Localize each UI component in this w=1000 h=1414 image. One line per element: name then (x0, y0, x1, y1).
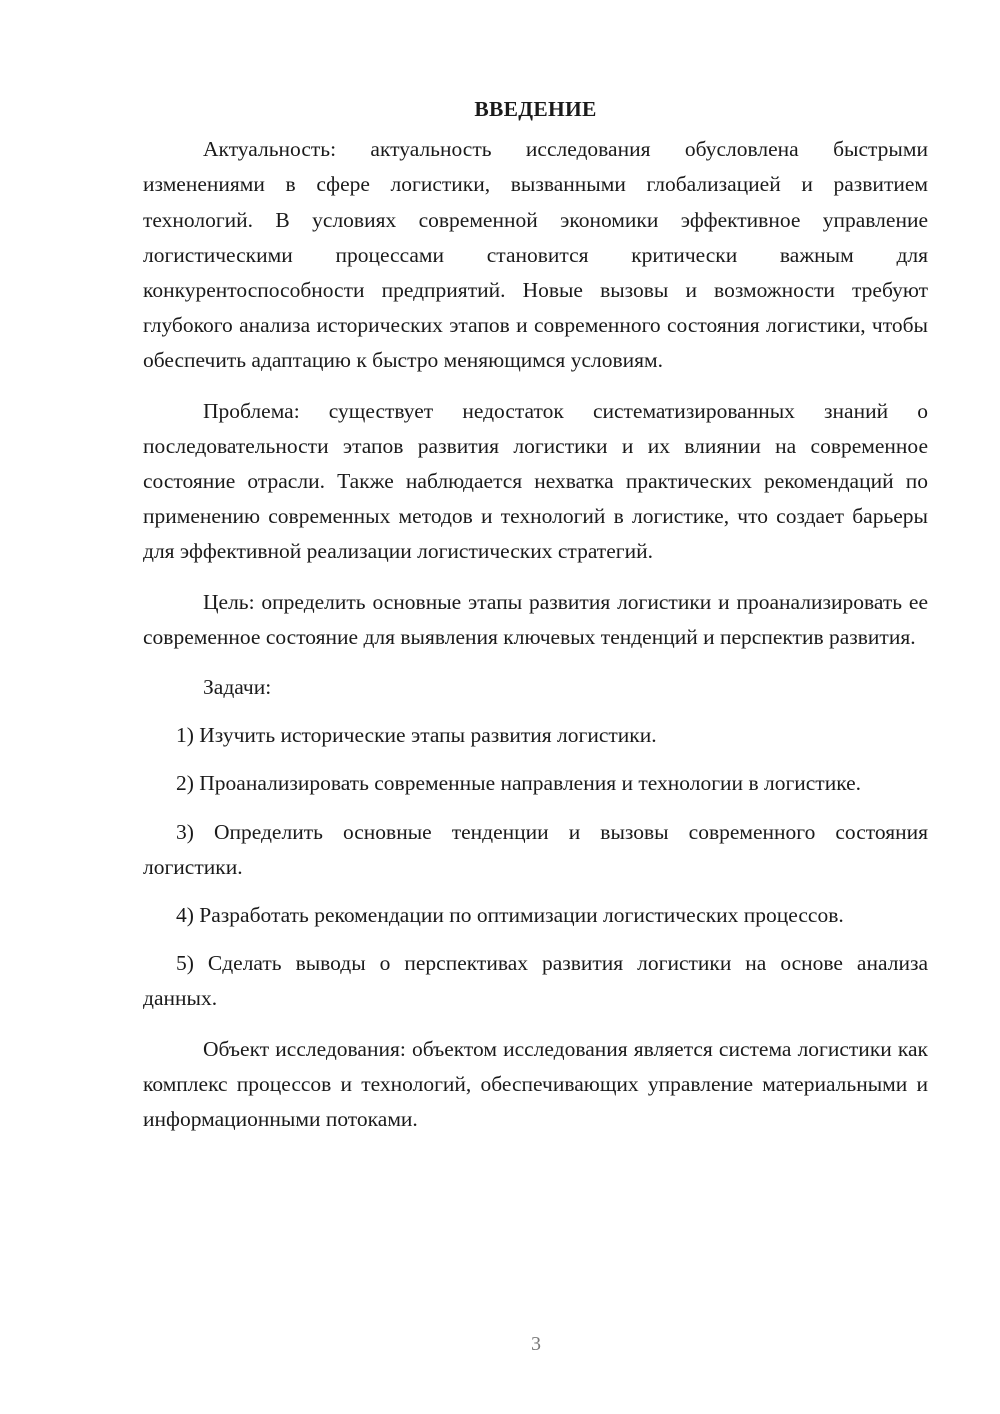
tasks-heading: Задачи: (203, 675, 272, 700)
paragraph-goal: Цель: определить основные этапы развития логистики и проанализировать ее современное состояние для выявления ключевых тенденций и перспектив развития. (143, 589, 928, 649)
paragraph-problem: Проблема: существует недостаток систематизированных знаний о последовательности этапов развития логистики и их влиянии на современное состояние отрасли. Также наблюдается нехватка практических рекомендаций по применению современных методов и технологий в логистике, что создает барьеры для эффективной реализации логистических стратегий. (143, 398, 928, 564)
task-item-4: 4) Разработать рекомендации по оптимизации логистических процессов. (176, 903, 844, 928)
page-number: 3 (531, 1333, 541, 1355)
section-title: ВВЕДЕНИЕ (474, 97, 597, 121)
task-item-1: 1) Изучить исторические этапы развития логистики. (176, 723, 657, 748)
paragraph-object: Объект исследования: объектом исследования является система логистики как комплекс процессов и технологий, обеспечивающих управление материальными и информационными потоками. (143, 1036, 928, 1132)
task-item-3: 3) Определить основные тенденции и вызовы современного состояния логистики. (143, 819, 928, 879)
task-item-5: 5) Сделать выводы о перспективах развития логистики на основе анализа данных. (143, 951, 928, 1011)
paragraph-relevance: Актуальность: актуальность исследования обусловлена быстрыми изменениями в сфере логистики, вызванными глобализацией и развитием технологий. В условиях современной экономики эффективное управление логистическими процессами становится критически важным для конкурентоспособности предприятий. Новые вызовы и возможности требуют глубокого анализа исторических этапов и современного состояния логистики, чтобы обеспечить адаптацию к быстро меняющимся условиям. (143, 137, 928, 373)
document-page (143, 92, 928, 1137)
task-item-2: 2) Проанализировать современные направления и технологии в логистике. (176, 771, 862, 796)
